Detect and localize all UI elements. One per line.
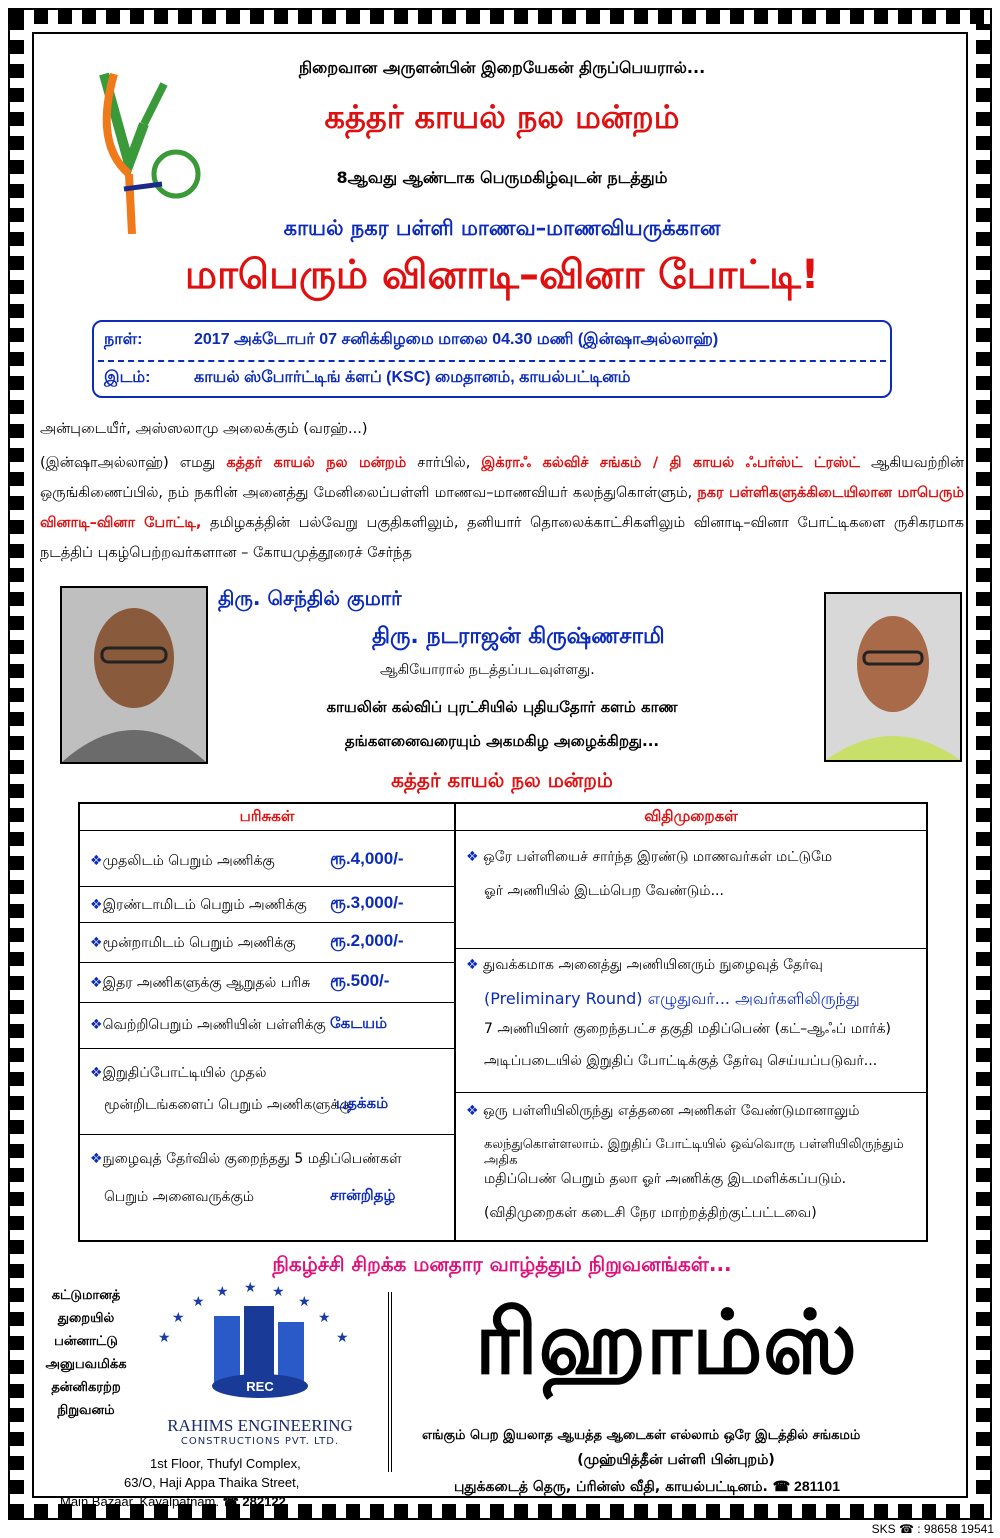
date-label: நாள்: (104, 331, 143, 348)
anniversary-line: 8ஆவது ஆண்டாக பெருமகிழ்வுடன் நடத்தும் (336, 168, 668, 187)
rule-text: ஓர் அணியில் இடம்பெற வேண்டும்... (484, 883, 724, 899)
rule-text: கலந்துகொள்ளலாம். இறுதிப் போட்டியில் ஒவ்வொரு பள்ளியிலிருந்தும் அதிக (484, 1137, 904, 1168)
sponsor-divider (388, 1292, 392, 1472)
prize-value: கேடயம் (330, 1015, 388, 1032)
rule-text: 7 அணியினர் குறைந்தபட்ச தகுதி மதிப்பெண் (கட்–ஆஃப் மார்க்) (484, 1021, 892, 1037)
host2-name: திரு. நடராஜன் கிருஷ்ணசாமி (372, 624, 665, 649)
intro-text: (இன்ஷாஅல்லாஹ்) எமது (40, 455, 227, 471)
prize-row: ❖மூன்றாமிடம் பெறும் அணிக்கு ரூ.2,000/- (80, 922, 454, 962)
rule-text: ஒரே பள்ளியைச் சார்ந்த இரண்டு மாணவர்கள் மட்டுமே (483, 849, 833, 865)
rec-badge: REC (246, 1379, 274, 1394)
rules-heading: விதிமுறைகள் (644, 807, 738, 825)
prizes-column (80, 804, 456, 1240)
prize-row: ❖இரண்டாமிடம் பெறும் அணிக்கு ரூ.3,000/- (80, 886, 454, 922)
prize-value: ரூ.2,000/- (330, 931, 404, 950)
rule-text: ஒரு பள்ளியிலிருந்து எத்தனை அணிகள் வேண்டுமானாலும் (483, 1103, 860, 1119)
rec-phone: ☎ 282122 (222, 1494, 286, 1509)
shop-location: (முஹ்யித்தீன் பள்ளி பின்புறம்) (577, 1452, 775, 1468)
prize-value: ரூ.4,000/- (330, 849, 404, 868)
rec-address-line: 1st Floor, Thufyl Complex, (150, 1456, 301, 1471)
prize-value: ரூ.3,000/- (330, 893, 404, 912)
prize-row: ❖இதர அணிகளுக்கு ஆறுதல் பரிசு ரூ.500/- (80, 962, 454, 1002)
rec-tag-line: துறையில் (57, 1311, 115, 1326)
rule-3: ❖ ஒரு பள்ளியிலிருந்து எத்தனை அணிகள் வேண்டுமானாலும் கலந்துகொள்ளலாம். இறுதிப் போட்டியில் ஒவ்வொரு பள்ளியிலிருந்தும் அதிக மதிப்பெண் பெறும் தலா ஓர் அணிக்கு இடமளிக்கப்படும். (விதிமுறைகள் கடைசி நேர மாற்றத்திற்குட்பட்டவை) (456, 1092, 926, 1244)
svg-text:★: ★ (172, 1310, 185, 1326)
host1-photo (60, 586, 208, 764)
rec-tag-line: பன்னாட்டு (54, 1334, 118, 1349)
audience-line: காயல் நகர பள்ளி மாணவ–மாணவியருக்கான (283, 216, 721, 240)
rule-text: அடிப்படையில் இறுதிப் போட்டிக்குத் தேர்வு செய்யப்படுவர்... (484, 1053, 878, 1069)
svg-text:★: ★ (192, 1294, 205, 1310)
host1-name: திரு. செந்தில் குமார் (218, 586, 402, 610)
event-headline: மாபெரும் வினாடி–வினா போட்டி! (184, 252, 820, 298)
host2-photo (824, 592, 962, 762)
svg-text:★: ★ (216, 1284, 229, 1300)
rec-logo (152, 1282, 372, 1412)
svg-text:★: ★ (298, 1294, 311, 1310)
svg-text:★: ★ (158, 1330, 171, 1346)
intro-event: நகர பள்ளிகளுக்கிடையிலான மாபெரும் வினாடி–வினா போட்டி, (40, 485, 964, 531)
shop-address (454, 1478, 840, 1497)
cert-value: சான்றிதழ் (330, 1187, 396, 1204)
cert-text: நுழைவுத் தேர்வில் குறைந்தது 5 மதிப்பெண்கள் (102, 1151, 402, 1167)
svg-text:★: ★ (318, 1310, 331, 1326)
rec-subtitle: CONSTRUCTIONS PVT. LTD. (180, 1436, 340, 1447)
poster (32, 32, 968, 1509)
greeting: அன்புடையீர், அஸ்ஸலாமு அலைக்கும் (வரஹ்...) (40, 421, 368, 437)
rule-text: (Preliminary Round) எழுதுவர்... அவர்களிலிருந்து (484, 989, 860, 1008)
shop-address-text: புதுக்கடைத் தெரு, ப்ரின்ஸ் வீதி, காயல்பட்டினம். (454, 1479, 768, 1495)
svg-text:★: ★ (336, 1330, 349, 1346)
rec-tag-line: நிறுவனம் (57, 1403, 115, 1418)
cert-row: ❖நுழைவுத் தேர்வில் குறைந்தது 5 மதிப்பெண்கள் பெறும் அனைவருக்கும் சான்றிதழ் (80, 1134, 454, 1244)
shop-logo: ரிஹாம்ஸ் (474, 1290, 858, 1394)
rec-tag-line: தன்னிகரற்ற (51, 1380, 121, 1395)
prize-row: ❖வெற்றிபெறும் அணியின் பள்ளிக்கு கேடயம் (80, 1002, 454, 1048)
hosts-by: ஆகியோரால் நடத்தப்படவுள்ளது. (380, 662, 595, 678)
medal-text: மூன்றிடங்களைப் பெறும் அணிகளுக்கு (104, 1097, 352, 1113)
info-divider (98, 360, 886, 362)
rec-tag-line: கட்டுமானத் (51, 1288, 121, 1303)
prize-value: ரூ.500/- (330, 971, 390, 990)
svg-text:★: ★ (272, 1284, 285, 1300)
intro-org: கத்தர் காயல் நல மன்றம் (226, 455, 407, 471)
org-title: கத்தர் காயல் நல மன்றம் (324, 98, 680, 136)
signature-org: கத்தர் காயல் நல மன்றம் (391, 768, 613, 792)
rule-1: ❖ ஒரே பள்ளியைச் சார்ந்த இரண்டு மாணவர்கள் மட்டுமே ஓர் அணியில் இடம்பெற வேண்டும்... (456, 830, 926, 948)
cert-text: பெறும் அனைவருக்கும் (104, 1189, 255, 1205)
invite-line2: தங்களனைவரையும் அகமகிழ அழைக்கிறது... (344, 732, 660, 750)
designer-credit: SKS ☎ : 98658 19541 (871, 1522, 994, 1536)
medal-text: இறுதிப்போட்டியில் முதல் (102, 1065, 267, 1081)
prize-label: முதலிடம் பெறும் அணிக்கு (102, 853, 275, 869)
intro-text: ஆகியவற்றின் ஒருங்கிணைப்பில், நம் நகரின் அனைத்து மேனிலைப்பள்ளி மாணவ–மாணவியர் கலந்துகொள்ளும், (40, 455, 964, 501)
venue-value: காயல் ஸ்போர்ட்டிங் க்ளப் (KSC) மைதானம், காயல்பட்டினம் (194, 369, 631, 386)
intro-text: சார்பில், (406, 455, 482, 471)
shop-phone: ☎ 281101 (772, 1478, 840, 1494)
rec-address (60, 1454, 301, 1511)
invite-line1: காயலின் கல்விப் புரட்சியில் புதியதோர் களம் காண (326, 698, 678, 716)
rule-text: (விதிமுறைகள் கடைசி நேர மாற்றத்திற்குட்பட்டவை) (484, 1205, 817, 1221)
event-info-box (92, 320, 892, 398)
rule-2: ❖ துவக்கமாக அனைத்து அணியினரும் நுழைவுத் தேர்வு (Preliminary Round) எழுதுவர்... அவர்களிலிருந்து 7 அணியினர் குறைந்தபட்ச தகுதி மதிப்பெண் (கட்–ஆஃப் மார்க்) அடிப்படையில் இறுதிப் போட்டிக்குத் தேர்வு செய்யப்படுவர்... (456, 948, 926, 1092)
prize-label: வெற்றிபெறும் அணியின் பள்ளிக்கு (102, 1017, 326, 1033)
rec-address-line: 63/O, Haji Appa Thaika Street, (124, 1475, 300, 1490)
sponsors-heading: நிகழ்ச்சி சிறக்க மனதார வாழ்த்தும் நிறுவனங்கள்... (272, 1252, 732, 1276)
prizes-rules-table (78, 802, 928, 1242)
prize-label: இதர அணிகளுக்கு ஆறுதல் பரிசு (102, 975, 311, 991)
prize-label: இரண்டாமிடம் பெறும் அணிக்கு (102, 897, 307, 913)
rec-address-line: Main Bazaar, Kayalpatnam. (60, 1494, 219, 1509)
prize-row: ❖முதலிடம் பெறும் அணிக்கு ரூ.4,000/- (80, 830, 454, 886)
rec-tag-line: அனுபவமிக்க (45, 1357, 127, 1372)
intro-partners: இக்ராஃ கல்விச் சங்கம் / தி காயல் ஃபர்ஸ்ட் ட்ரஸ்ட் (481, 455, 861, 471)
association-logo (84, 64, 204, 234)
opening-line: நிறைவான அருளன்பின் இறையேகன் திருப்பெயரால்... (298, 58, 706, 77)
rule-text: மதிப்பெண் பெறும் தலா ஓர் அணிக்கு இடமளிக்கப்படும். (484, 1171, 847, 1187)
rec-name: RAHIMS ENGINEERING (167, 1416, 353, 1435)
medal-value: பதக்கம் (336, 1095, 389, 1112)
rules-column (456, 804, 926, 1240)
intro-paragraph (34, 448, 970, 568)
date-value: 2017 அக்டோபர் 07 சனிக்கிழமை மாலை 04.30 மணி (இன்ஷாஅல்லாஹ்) (194, 331, 719, 348)
rule-text: துவக்கமாக அனைத்து அணியினரும் நுழைவுத் தேர்வு (483, 957, 823, 973)
intro-text: தமிழகத்தின் பல்வேறு பகுதிகளிலும், தனியார் தொலைக்காட்சிகளிலும் வினாடி–வினா போட்டிகளை ருசிகரமாக நடத்திப் புகழ்பெற்றவர்களான – கோயமுத்தூரைச் சேர்ந்த (40, 515, 964, 561)
rec-tagline (34, 1284, 138, 1422)
medal-row: ❖இறுதிப்போட்டியில் முதல் மூன்றிடங்களைப் பெறும் அணிகளுக்கு பதக்கம் (80, 1048, 454, 1134)
prize-label: மூன்றாமிடம் பெறும் அணிக்கு (102, 935, 296, 951)
venue-label: இடம்: (104, 369, 151, 386)
shop-tagline: எங்கும் பெற இயலாத ஆயத்த ஆடைகள் எல்லாம் ஒரே இடத்தில் சங்கமம் (422, 1428, 861, 1443)
prizes-heading: பரிசுகள் (239, 807, 295, 825)
svg-text:★: ★ (244, 1282, 257, 1296)
